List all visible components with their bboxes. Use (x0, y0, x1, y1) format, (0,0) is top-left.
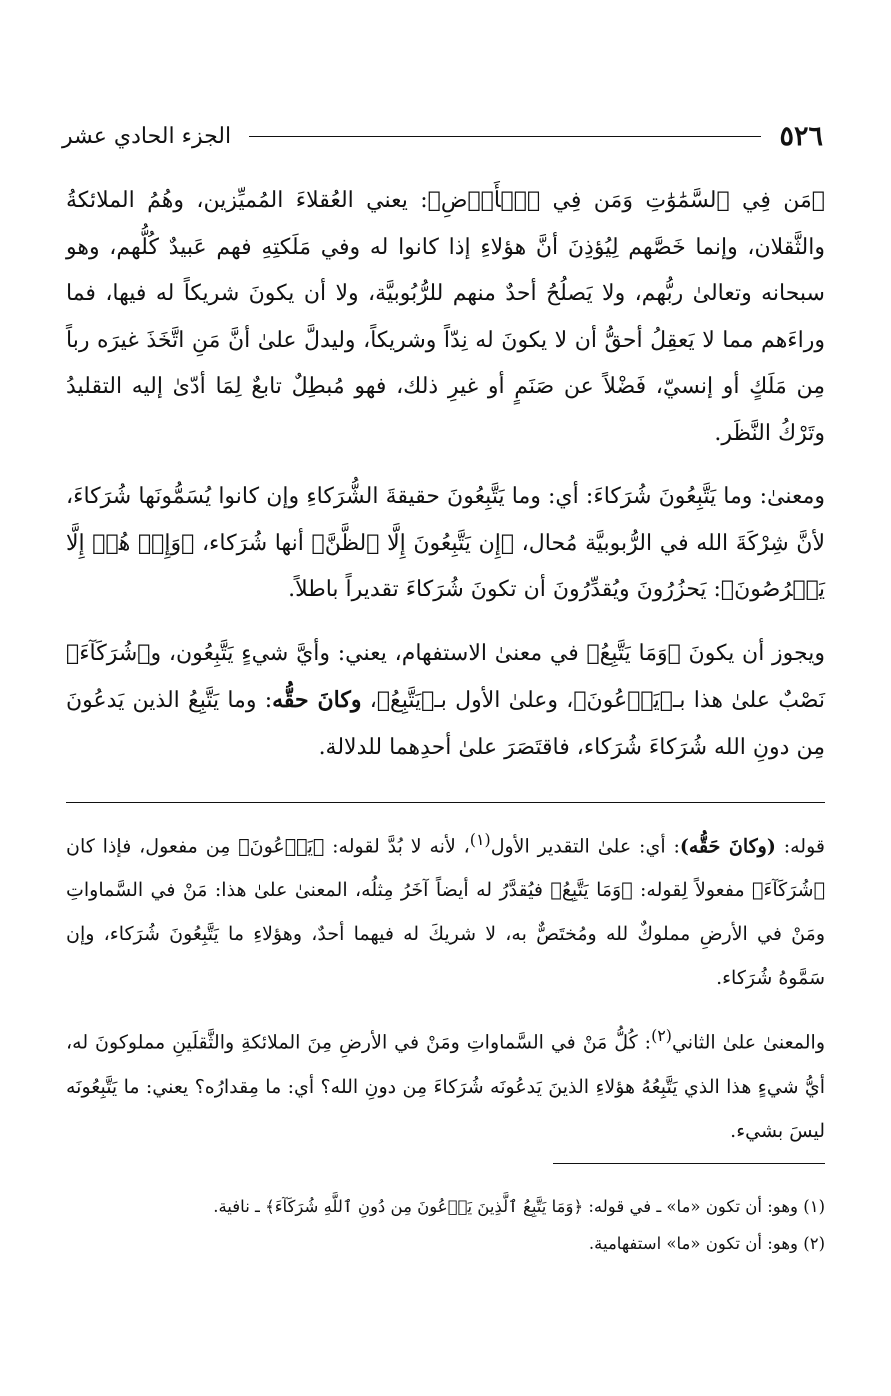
commentary-paragraph-1 (66, 818, 825, 1000)
running-title: الجزء الحادي عشر (62, 123, 232, 149)
footnote-ref-2[interactable]: (٢) (651, 1026, 672, 1046)
footnote-ref-1[interactable]: (١) (469, 830, 491, 849)
page-number: ٥٢٦ (779, 120, 823, 152)
commentary-p2-text: : كُلُّ مَنْ في السَّماواتِ ومَنْ في الأرضِ مِنَ الملائكةِ والثَّقلَينِ مملوكونَ له، أيُّ شيءٍ هذا الذي يَتَّبِعُهُ هؤلاءِ الذينَ يَدعُونَه شُرَكاءَ مِن دونِ الله؟ أي: ما مِقدارُه؟ يعني: ما يَتَّبِعُونَه ليسَ بشيء. (66, 1031, 825, 1142)
main-p3-text-a: ويجوز أن يكونَ ﴿وَمَا يَتَّبِعُ﴾ في معنىٰ الاستفهام، يعني: وأيَّ شيءٍ يَتَّبِعُون، و﴿شُرَكَآءَ﴾ نَصْبٌ علىٰ هذا بـ﴿يَدۡعُونَ﴾، وعلىٰ الأول بـ﴿يَتَّبِعُ﴾، (66, 640, 825, 713)
page-header (62, 116, 823, 156)
header-divider (249, 136, 761, 137)
footnotes (66, 1188, 825, 1262)
commentary-text (66, 818, 825, 1167)
commentary-p1-text-a: : أي: علىٰ التقدير الأول (490, 835, 680, 858)
footnote-1: (١) وهو: أن تكون «ما» ـ في قوله: ﴿وَمَا يَتَّبِعُ ٱلَّذِينَ يَدۡعُونَ مِن دُونِ ٱللَّهِ شُرَكَآءَ﴾ ـ نافية. (213, 1197, 825, 1216)
main-p3-bold-phrase: وكانَ حقُّه (272, 687, 362, 713)
commentary-p1-lead: قوله: (775, 835, 825, 858)
commentary-p1-bold-phrase: (وكانَ حَقُّه) (679, 835, 776, 858)
main-p3-text-b: : وما يَتَّبِعُ الذين يَدعُونَ مِن دونِ الله شُرَكاءَ شُرَكاء، فاقتَصَرَ علىٰ أحدِهما للدلالة. (66, 688, 825, 760)
main-text (66, 178, 825, 788)
main-paragraph-3 (66, 631, 825, 772)
commentary-paragraph-2 (66, 1014, 825, 1152)
commentary-p1-text-b: ، لأنه لا بُدَّ لقوله: ﴿يَدۡعُونَ﴾ مِن مفعول، فإذا كان ﴿شُرَكَآءَ﴾ مفعولاً لِقوله: ﴿وَمَا يَتَّبِعُ﴾ فيُقدَّرُ له أيضاً آخَرُ مِثلُه، المعنىٰ علىٰ هذا: مَنْ في السَّماواتِ ومَنْ في الأرضِ مملوكٌ لله ومُختَصٌّ به، لا شريكَ له فيهما أحدٌ، وهؤلاءِ ما يَتَّبِعُونَ شُرَكاء، وإن سَمَّوهُ شُرَكاء. (66, 835, 825, 990)
footnote-divider (553, 1163, 825, 1164)
footnote-2: (٢) وهو: أن تكون «ما» استفهامية. (588, 1234, 825, 1253)
main-paragraph-2: ومعنىٰ: وما يَتَّبِعُونَ شُرَكاءَ: أي: وما يَتَّبِعُونَ حقيقةَ الشُّرَكاءِ وإن كانوا يُسَمُّونَها شُرَكاءَ، لأنَّ شِرْكَةَ الله في الرُّبوبيَّة مُحال، ﴿إِن يَتَّبِعُونَ إِلَّا ٱلظَّنَّ﴾ أنها شُرَكاء، ﴿وَإِنۡ هُمۡ إِلَّا يَخۡرُصُونَ﴾: يَحزُرُونَ ويُقدِّرُونَ أن تكونَ شُرَكاءَ تقديراً باطلاً. (66, 484, 825, 602)
main-paragraph-1: ﴿مَن فِي ٱلسَّمَٰوَٰتِ وَمَن فِي ٱلۡأَرۡضِ﴾: يعني العُقلاءَ المُميِّزين، وهُمُ الملائكةُ والثَّقلان، وإنما خَصَّهم لِيُؤذِنَ أنَّ هؤلاءِ إذا كانوا له وفي مَلَكتِهِ فهم عَبيدٌ كُلُّهم، وهو سبحانه وتعالىٰ ربُّهم، ولا يَصلُحُ أحدٌ منهم للرُّبُوبيَّة، ولا أن يكونَ شريكاً له فيها، فما وراءَهم مما لا يَعقِلُ أحقُّ أن لا يكونَ له نِدّاً وشريكاً، وليدلَّ علىٰ أنَّ مَنِ اتَّخَذَ غيرَه رباً مِن مَلَكٍ أو إنسيّ، فَضْلاً عن صَنَمٍ أو غيرِ ذلك، فهو مُبطِلٌ تابعٌ لِمَا أدّىٰ إليه التقليدُ وتَرْكُ النَّظَر. (66, 188, 825, 446)
commentary-divider (66, 802, 825, 803)
commentary-p2-lead: والمعنىٰ علىٰ الثاني (671, 1031, 825, 1054)
